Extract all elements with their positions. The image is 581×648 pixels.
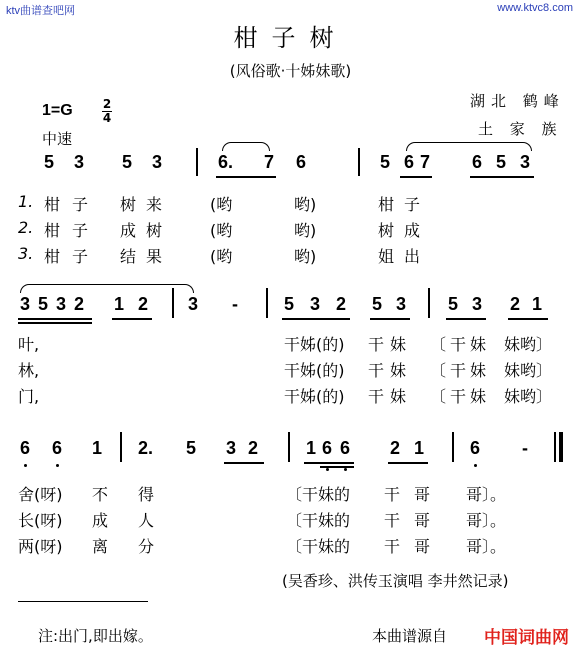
- note: 2: [248, 438, 259, 458]
- note: 5: [284, 294, 295, 314]
- note: 3: [310, 294, 321, 314]
- system2-lyrics: [0, 332, 581, 404]
- note: 6: [322, 438, 333, 458]
- lyric: 得: [138, 485, 155, 504]
- note: 7: [420, 152, 431, 172]
- lyric: 门,: [18, 387, 40, 406]
- region-credit: 湖北 鹤峰: [470, 92, 565, 110]
- lyric: 哟): [294, 195, 317, 214]
- note: 2: [138, 294, 149, 314]
- low-octave-dot: [56, 464, 59, 467]
- note: 3: [396, 294, 407, 314]
- system3-lyrics: [0, 482, 581, 554]
- verse-number: 1.: [18, 192, 34, 211]
- note: 6: [52, 438, 63, 458]
- lyric: 妹哟〕: [504, 387, 553, 406]
- lyric: 哥: [414, 485, 431, 504]
- lyric: 人: [138, 511, 155, 530]
- lyric: 叶,: [18, 335, 40, 354]
- note: 5: [380, 152, 391, 172]
- lyric: 长(呀): [18, 511, 63, 530]
- note: 6: [296, 152, 307, 172]
- beam-underline: [388, 462, 428, 464]
- lyric: 成树: [120, 221, 173, 240]
- note: 1: [532, 294, 543, 314]
- lyric: 哥: [414, 511, 431, 530]
- time-bottom: 4: [102, 111, 112, 125]
- note: 2: [336, 294, 347, 314]
- low-octave-dot: [326, 468, 329, 471]
- lyric: 不: [92, 485, 109, 504]
- lyric: 妹哟〕: [504, 335, 553, 354]
- note: 5: [38, 294, 49, 314]
- note: 5: [44, 152, 55, 172]
- note: 6: [470, 438, 481, 458]
- lyric: 干妹: [368, 335, 413, 354]
- note: 7: [264, 152, 275, 172]
- note: 6: [340, 438, 351, 458]
- time-signature: [102, 98, 112, 124]
- verse-number: 2.: [18, 218, 34, 237]
- site-watermark-right: www.ktvc8.com: [497, 2, 573, 14]
- bar-line: [358, 148, 360, 176]
- verse-number: 3.: [18, 244, 34, 263]
- lyric: (哟: [210, 247, 233, 266]
- lyric: 干姊(的): [284, 361, 345, 380]
- beam-underline: [370, 318, 410, 320]
- low-octave-dot: [474, 464, 477, 467]
- lyric: 干: [384, 511, 401, 530]
- key-signature: 1=G: [42, 102, 73, 119]
- note: 3: [520, 152, 531, 172]
- note: 6: [472, 152, 483, 172]
- lyric: 干妹: [368, 361, 413, 380]
- lyric: 〔干妹: [430, 335, 491, 354]
- beam-underline: [470, 176, 534, 178]
- brand-logo-text[interactable]: 中国词曲网: [484, 628, 569, 648]
- final-barline-thin: [554, 432, 556, 462]
- note: 3: [74, 152, 85, 172]
- note: 1: [414, 438, 425, 458]
- beam-underline: [216, 176, 276, 178]
- note: 3: [472, 294, 483, 314]
- tempo-marking: 中速: [42, 130, 73, 148]
- bar-line: [452, 432, 454, 462]
- lyric: 哥〕。: [466, 485, 507, 504]
- note: 3: [152, 152, 163, 172]
- note: 5: [122, 152, 133, 172]
- lyric: 〔干妹: [430, 361, 491, 380]
- bar-line: [266, 288, 268, 318]
- lyric: 结果: [120, 247, 173, 266]
- bar-line: [120, 432, 122, 462]
- beam-underline: [446, 318, 486, 320]
- lyric: 分: [138, 537, 155, 556]
- lyric: 出: [404, 247, 421, 266]
- bar-line: [196, 148, 198, 176]
- note: 2: [510, 294, 521, 314]
- beam-underline: [320, 466, 354, 468]
- note: 1: [92, 438, 103, 458]
- lyric: 成: [404, 221, 421, 240]
- site-watermark-left: ktv曲谱查吧网: [6, 5, 76, 17]
- lyric: 柑: [44, 247, 61, 266]
- note: 5: [448, 294, 459, 314]
- lyric: 干: [384, 485, 401, 504]
- note: 1: [114, 294, 125, 314]
- lyric: 姐: [378, 247, 395, 266]
- lyric: 干姊(的): [284, 387, 345, 406]
- lyric: 子: [404, 195, 421, 214]
- bar-line: [288, 432, 290, 462]
- note: 2.: [138, 438, 154, 458]
- beam-underline: [112, 318, 152, 320]
- lyric: 舍(呀): [18, 485, 63, 504]
- lyric: (哟: [210, 195, 233, 214]
- lyric: 哥: [414, 537, 431, 556]
- beam-underline: [224, 462, 264, 464]
- lyric: 哟): [294, 247, 317, 266]
- lyric: 柑: [378, 195, 395, 214]
- lyric: 干: [384, 537, 401, 556]
- note: 6.: [218, 152, 234, 172]
- beam-underline: [18, 322, 92, 324]
- lyric: 柑: [44, 221, 61, 240]
- slur: [20, 284, 194, 293]
- low-octave-dot: [344, 468, 347, 471]
- note: 3: [226, 438, 237, 458]
- beam-underline: [508, 318, 548, 320]
- final-barline-thick: [559, 432, 563, 462]
- system1-notes: [0, 152, 581, 176]
- lyric: 子: [72, 195, 89, 214]
- lyric: 哟): [294, 221, 317, 240]
- lyric: 树来: [120, 195, 173, 214]
- note: 1: [306, 438, 317, 458]
- performer-credit: (吴香珍、洪传玉演唱 李井然记录): [282, 572, 509, 590]
- note: -: [522, 438, 528, 458]
- lyric: 〔干妹的: [286, 485, 351, 504]
- note: 5: [372, 294, 383, 314]
- footnote: 注:出门,即出嫁。: [38, 627, 153, 645]
- note: 6: [404, 152, 415, 172]
- lyric: 哥〕。: [466, 537, 507, 556]
- lyric: 干姊(的): [284, 335, 345, 354]
- footnote-divider: [18, 601, 148, 602]
- note: 6: [20, 438, 31, 458]
- system1-lyrics: [0, 192, 581, 264]
- lyric: 哥〕。: [466, 511, 507, 530]
- lyric: (哟: [210, 221, 233, 240]
- slur: [406, 142, 532, 151]
- lyric: 柑: [44, 195, 61, 214]
- song-subtitle: (风俗歌·十姊妹歌): [229, 62, 352, 80]
- source-label: 本曲谱源自: [372, 627, 448, 645]
- system3-notes: [0, 438, 581, 462]
- note: 5: [496, 152, 507, 172]
- lyric: 妹哟〕: [504, 361, 553, 380]
- slur: [222, 142, 270, 151]
- song-title: 柑子树: [233, 24, 348, 52]
- lyric: 两(呀): [18, 537, 63, 556]
- ethnicity-credit: 土 家 族: [478, 120, 563, 138]
- beam-underline: [282, 318, 350, 320]
- time-top: 2: [102, 97, 112, 111]
- lyric: 离: [92, 537, 109, 556]
- note: 2: [390, 438, 401, 458]
- beam-underline: [18, 318, 92, 320]
- lyric: 子: [72, 221, 89, 240]
- note: 3: [56, 294, 67, 314]
- lyric: 〔干妹的: [286, 511, 351, 530]
- system2-notes: [0, 294, 581, 318]
- note: -: [232, 294, 238, 314]
- note: 2: [74, 294, 85, 314]
- beam-underline: [304, 462, 354, 464]
- lyric: 干妹: [368, 387, 413, 406]
- note: 3: [188, 294, 199, 314]
- note: 3: [20, 294, 31, 314]
- lyric: 树: [378, 221, 395, 240]
- note: 5: [186, 438, 197, 458]
- lyric: 林,: [18, 361, 40, 380]
- lyric: 〔干妹的: [286, 537, 351, 556]
- low-octave-dot: [24, 464, 27, 467]
- lyric: 成: [92, 511, 109, 530]
- bar-line: [428, 288, 430, 318]
- lyric: 〔干妹: [430, 387, 491, 406]
- beam-underline: [400, 176, 432, 178]
- lyric: 子: [72, 247, 89, 266]
